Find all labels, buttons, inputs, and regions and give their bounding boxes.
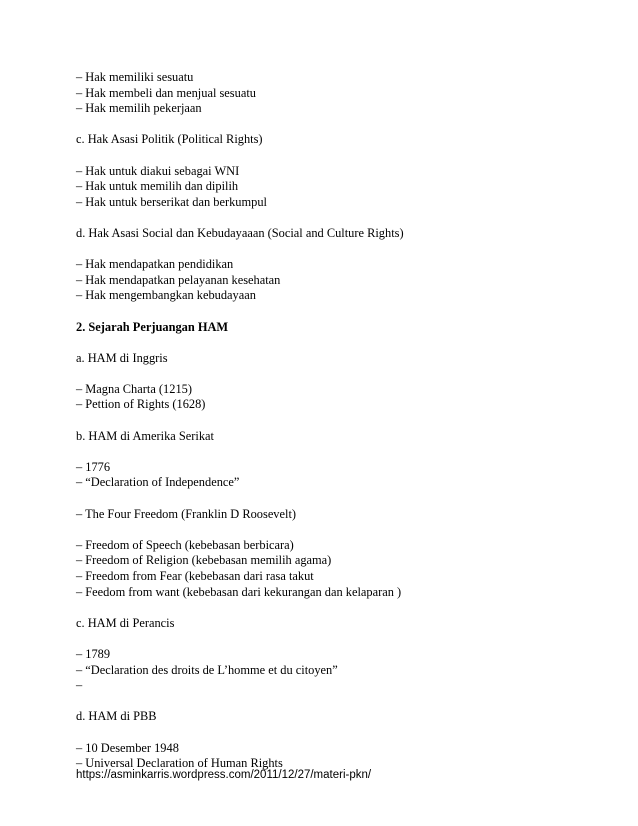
- list-item: – Freedom of Religion (kebebasan memilih agama): [76, 553, 332, 568]
- list-item: – 10 Desember 1948: [76, 740, 179, 755]
- list-item: – Universal Declaration of Human Rights: [76, 756, 283, 771]
- blank-line: [76, 242, 596, 258]
- blank-line: [76, 335, 596, 351]
- list-item: – Hak mendapatkan pendidikan: [76, 257, 234, 272]
- document-body: [76, 70, 596, 772]
- list-item: – Hak memiliki sesuatu: [76, 70, 194, 84]
- list-item: – 1789: [76, 646, 111, 661]
- subsection-heading-pbb: d. HAM di PBB: [76, 709, 157, 724]
- blank-line: [76, 148, 596, 164]
- list-item: – Freedom from Fear (kebebasan dari rasa takut: [76, 569, 314, 583]
- list-item: – “Declaration des droits de L’homme et du citoyen”: [76, 662, 338, 677]
- blank-line: [76, 413, 596, 429]
- list-item: – “Declaration of Independence”: [76, 475, 240, 490]
- list-item: – Hak untuk berserikat dan berkumpul: [76, 194, 267, 209]
- list-item: – Magna Charta (1215): [76, 381, 192, 396]
- subsection-heading-social-culture-rights: d. Hak Asasi Social dan Kebudayaaan (Social and Culture Rights): [76, 225, 404, 240]
- list-item: – Hak memilih pekerjaan: [76, 101, 202, 116]
- list-item: – Hak mengembangkan kebudayaan: [76, 288, 256, 303]
- list-item: – 1776: [76, 459, 111, 474]
- blank-line: [76, 600, 596, 616]
- section-heading-sejarah: 2. Sejarah Perjuangan HAM: [76, 319, 229, 334]
- subsection-heading-political-rights: c. Hak Asasi Politik (Political Rights): [76, 132, 263, 147]
- blank-line: [76, 522, 596, 538]
- subsection-heading-perancis: c. HAM di Perancis: [76, 615, 175, 630]
- subsection-heading-amerika: b. HAM di Amerika Serikat: [76, 428, 214, 443]
- list-item: –: [76, 678, 83, 693]
- list-item: – The Four Freedom (Franklin D Roosevelt): [76, 506, 297, 521]
- list-item: – Freedom of Speech (kebebasan berbicara): [76, 537, 294, 552]
- list-item: – Hak membeli dan menjual sesuatu: [76, 85, 256, 100]
- blank-line: [76, 366, 596, 382]
- list-item: – Feedom from want (kebebasan dari kekurangan dan kelaparan ): [76, 584, 402, 599]
- list-item: – Pettion of Rights (1628): [76, 397, 206, 412]
- subsection-heading-inggris: a. HAM di Inggris: [76, 350, 168, 365]
- blank-line: [76, 117, 596, 133]
- blank-line: [76, 210, 596, 226]
- blank-line: [76, 694, 596, 710]
- blank-line: [76, 725, 596, 741]
- list-item: – Hak mendapatkan pelayanan kesehatan: [76, 272, 281, 287]
- blank-line: [76, 631, 596, 647]
- blank-line: [76, 491, 596, 507]
- blank-line: [76, 304, 596, 320]
- list-item: – Hak untuk memilih dan dipilih: [76, 179, 239, 194]
- blank-line: [76, 444, 596, 460]
- list-item: – Hak untuk diakui sebagai WNI: [76, 163, 240, 178]
- footer-source-url: https://asminkarris.wordpress.com/2011/12/27/materi-pkn/: [76, 769, 372, 781]
